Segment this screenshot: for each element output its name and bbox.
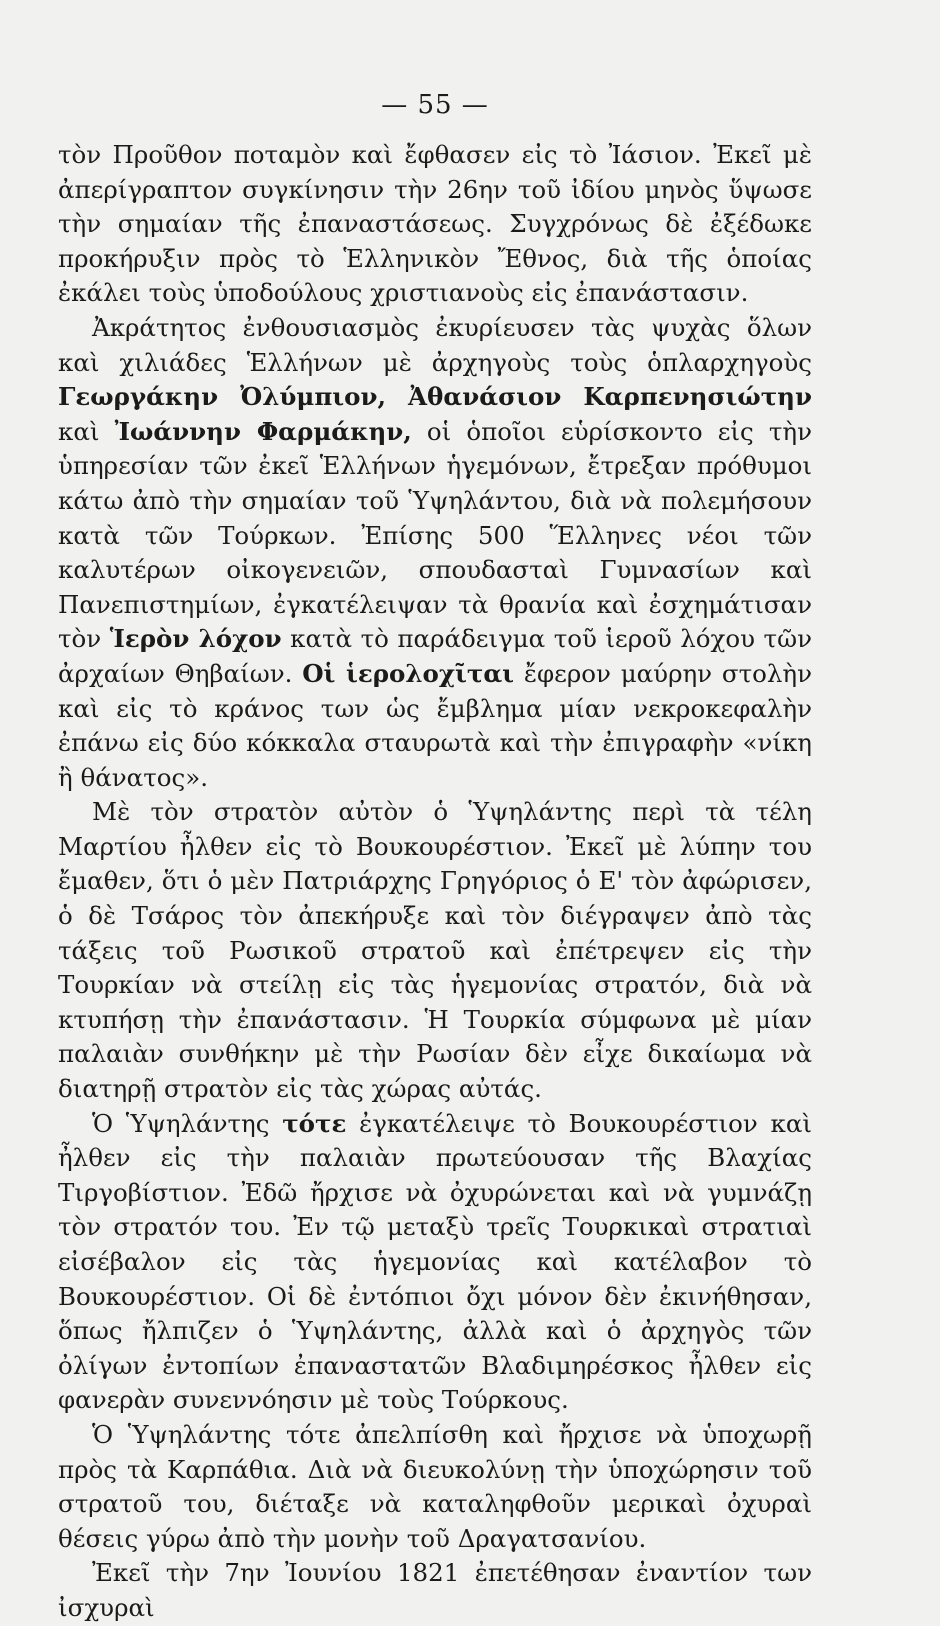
bold-text-segment: Γεωργάκην Ὀλύμπιον, Ἀθανάσιον Καρπενησιώτην [58, 382, 812, 412]
text-segment: Ὁ Ὑψηλάντης [92, 1108, 283, 1138]
text-segment: Ἀκράτητος ἐνθουσιασμὸς ἐκυρίευσεν τὰς ψυχὰς ὅλων καὶ χιλιάδες Ἑλλήνων μὲ ἀρχηγοὺς τοὺς ὁπλαρχηγοὺς [58, 312, 812, 377]
text-segment: κατὰ τὸ παράδειγμα τοῦ ἱεροῦ λόχου τῶν ἀρχαίων Θηβαίων. [58, 624, 812, 688]
body-text [58, 138, 812, 1626]
text-segment: καὶ [58, 416, 115, 446]
text-segment: Μὲ τὸν στρατὸν αὐτὸν ὁ Ὑψηλάντης περὶ τὰ τέλη Μαρτίου ἦλθεν εἰς τὸ Βουκουρέστιον. Ἐκεῖ μὲ λύπην του ἔμαθεν, ὅτι ὁ μὲν Πατριάρχης Γρηγόριος ὁ Ε' τὸν ἀφώρισεν, ὁ δὲ Τσάρος τὸν ἀπεκήρυξε καὶ τὸν διέγραψεν ἀπὸ τὰς τάξεις τοῦ Ρωσικοῦ στρατοῦ καὶ ἐπέτρεψεν εἰς τὴν Τουρκίαν νὰ στείλῃ εἰς τὰς ἡγεμονίας στρατόν, διὰ νὰ κτυπήσῃ τὴν ἐπανάστασιν. Ἡ Τουρκία σύμφωνα μὲ μίαν παλαιὰν συνθήκην μὲ τὴν Ρωσίαν δὲν εἶχε δικαίωμα νὰ διατηρῇ στρατὸν εἰς τὰς χώρας αὐτάς. [58, 797, 812, 1104]
bold-text-segment: Οἱ ἱερολοχῖται [302, 658, 515, 688]
text-segment: τὸν Προῦθον ποταμὸν καὶ ἔφθασεν εἰς τὸ Ἰάσιον. Ἐκεῖ μὲ ἀπερίγραπτον συγκίνησιν τὴν 26ην τοῦ ἰδίου μηνὸς ὕψωσε τὴν σημαίαν τῆς ἐπαναστάσεως. Συγχρόνως δὲ ἐξέδωκε προκήρυξιν πρὸς τὸ Ἑλληνικὸν Ἔθνος, διὰ τῆς ὁποίας ἐκάλει τοὺς ὑποδούλους χριστιανοὺς εἰς ἐπανάστασιν. [58, 140, 812, 308]
bold-text-segment: Ἰωάννην Φαρμάκην, [114, 416, 412, 446]
text-segment: οἱ ὁποῖοι εὑρίσκοντο εἰς τὴν ὑπηρεσίαν τῶν ἐκεῖ Ἑλλήνων ἡγεμόνων, ἔτρεξαν πρόθυμοι κάτω ἀπὸ τὴν σημαίαν τοῦ Ὑψηλάντου, διὰ νὰ πολεμήσουν κατὰ τῶν Τούρκων. Ἐπίσης 500 Ἕλληνες νέοι τῶν καλυτέρων οἰκογενειῶν, σπουδασταὶ Γυμνασίων καὶ Πανεπιστημίων, ἐγκατέλειψαν τὰ θρανία καὶ ἐσχημάτισαν τὸν [58, 416, 812, 654]
paragraph [58, 138, 812, 311]
text-segment: ἔφερον μαύρην στολὴν καὶ εἰς τὸ κράνος των ὡς ἔμβλημα μίαν νεκροκεφαλὴν ἐπάνω εἰς δύο κόκκαλα σταυρωτὰ καὶ τὴν ἐπιγραφὴν «νίκη ἢ θάνατος». [58, 658, 812, 792]
bold-text-segment: τότε [282, 1108, 347, 1138]
text-segment: Ἐκεῖ τὴν 7ην Ἰουνίου 1821 ἐπετέθησαν ἐναντίον των ἰσχυραὶ [58, 1558, 812, 1622]
paragraph [58, 1107, 812, 1418]
bold-text-segment: Ἱερὸν λόχον [109, 624, 282, 654]
paragraph [58, 311, 812, 795]
paragraph [58, 795, 812, 1106]
book-page [58, 88, 812, 1626]
paragraph [58, 1556, 812, 1625]
text-segment: Ὁ Ὑψηλάντης τότε ἀπελπίσθη καὶ ἤρχισε νὰ ὑποχωρῇ πρὸς τὰ Καρπάθια. Διὰ νὰ διευκολύνῃ τὴν ὑποχώρησιν τοῦ στρατοῦ του, διέταξε νὰ καταληφθοῦν μερικαὶ ὀχυραὶ θέσεις γύρω ἀπὸ τὴν μονὴν τοῦ Δραγατσανίου. [58, 1419, 812, 1553]
paragraph [58, 1418, 812, 1556]
page-number: — 55 — [381, 90, 489, 120]
text-segment: ἐγκατέλειψε τὸ Βουκουρέστιον καὶ ἦλθεν εἰς τὴν παλαιὰν πρωτεύουσαν τῆς Βλαχίας Τιργοβίστιον. Ἐδῶ ἤρχισε νὰ ὀχυρώνεται καὶ νὰ γυμνάζῃ τὸν στρατόν του. Ἐν τῷ μεταξὺ τρεῖς Τουρκικαὶ στρατιαὶ εἰσέβαλον εἰς τὰς ἡγεμονίας καὶ κατέλαβον τὸ Βουκουρέστιον. Οἱ δὲ ἐντόπιοι ὄχι μόνον δὲν ἐκινήθησαν, ὅπως ἤλπιζεν ὁ Ὑψηλάντης, ἀλλὰ καὶ ὁ ἀρχηγὸς τῶν ὀλίγων ἐντοπίων ἐπαναστατῶν Βλαδιμηρέσκος ἦλθεν εἰς φανερὰν συνεννόησιν μὲ τοὺς Τούρκους. [58, 1108, 812, 1415]
